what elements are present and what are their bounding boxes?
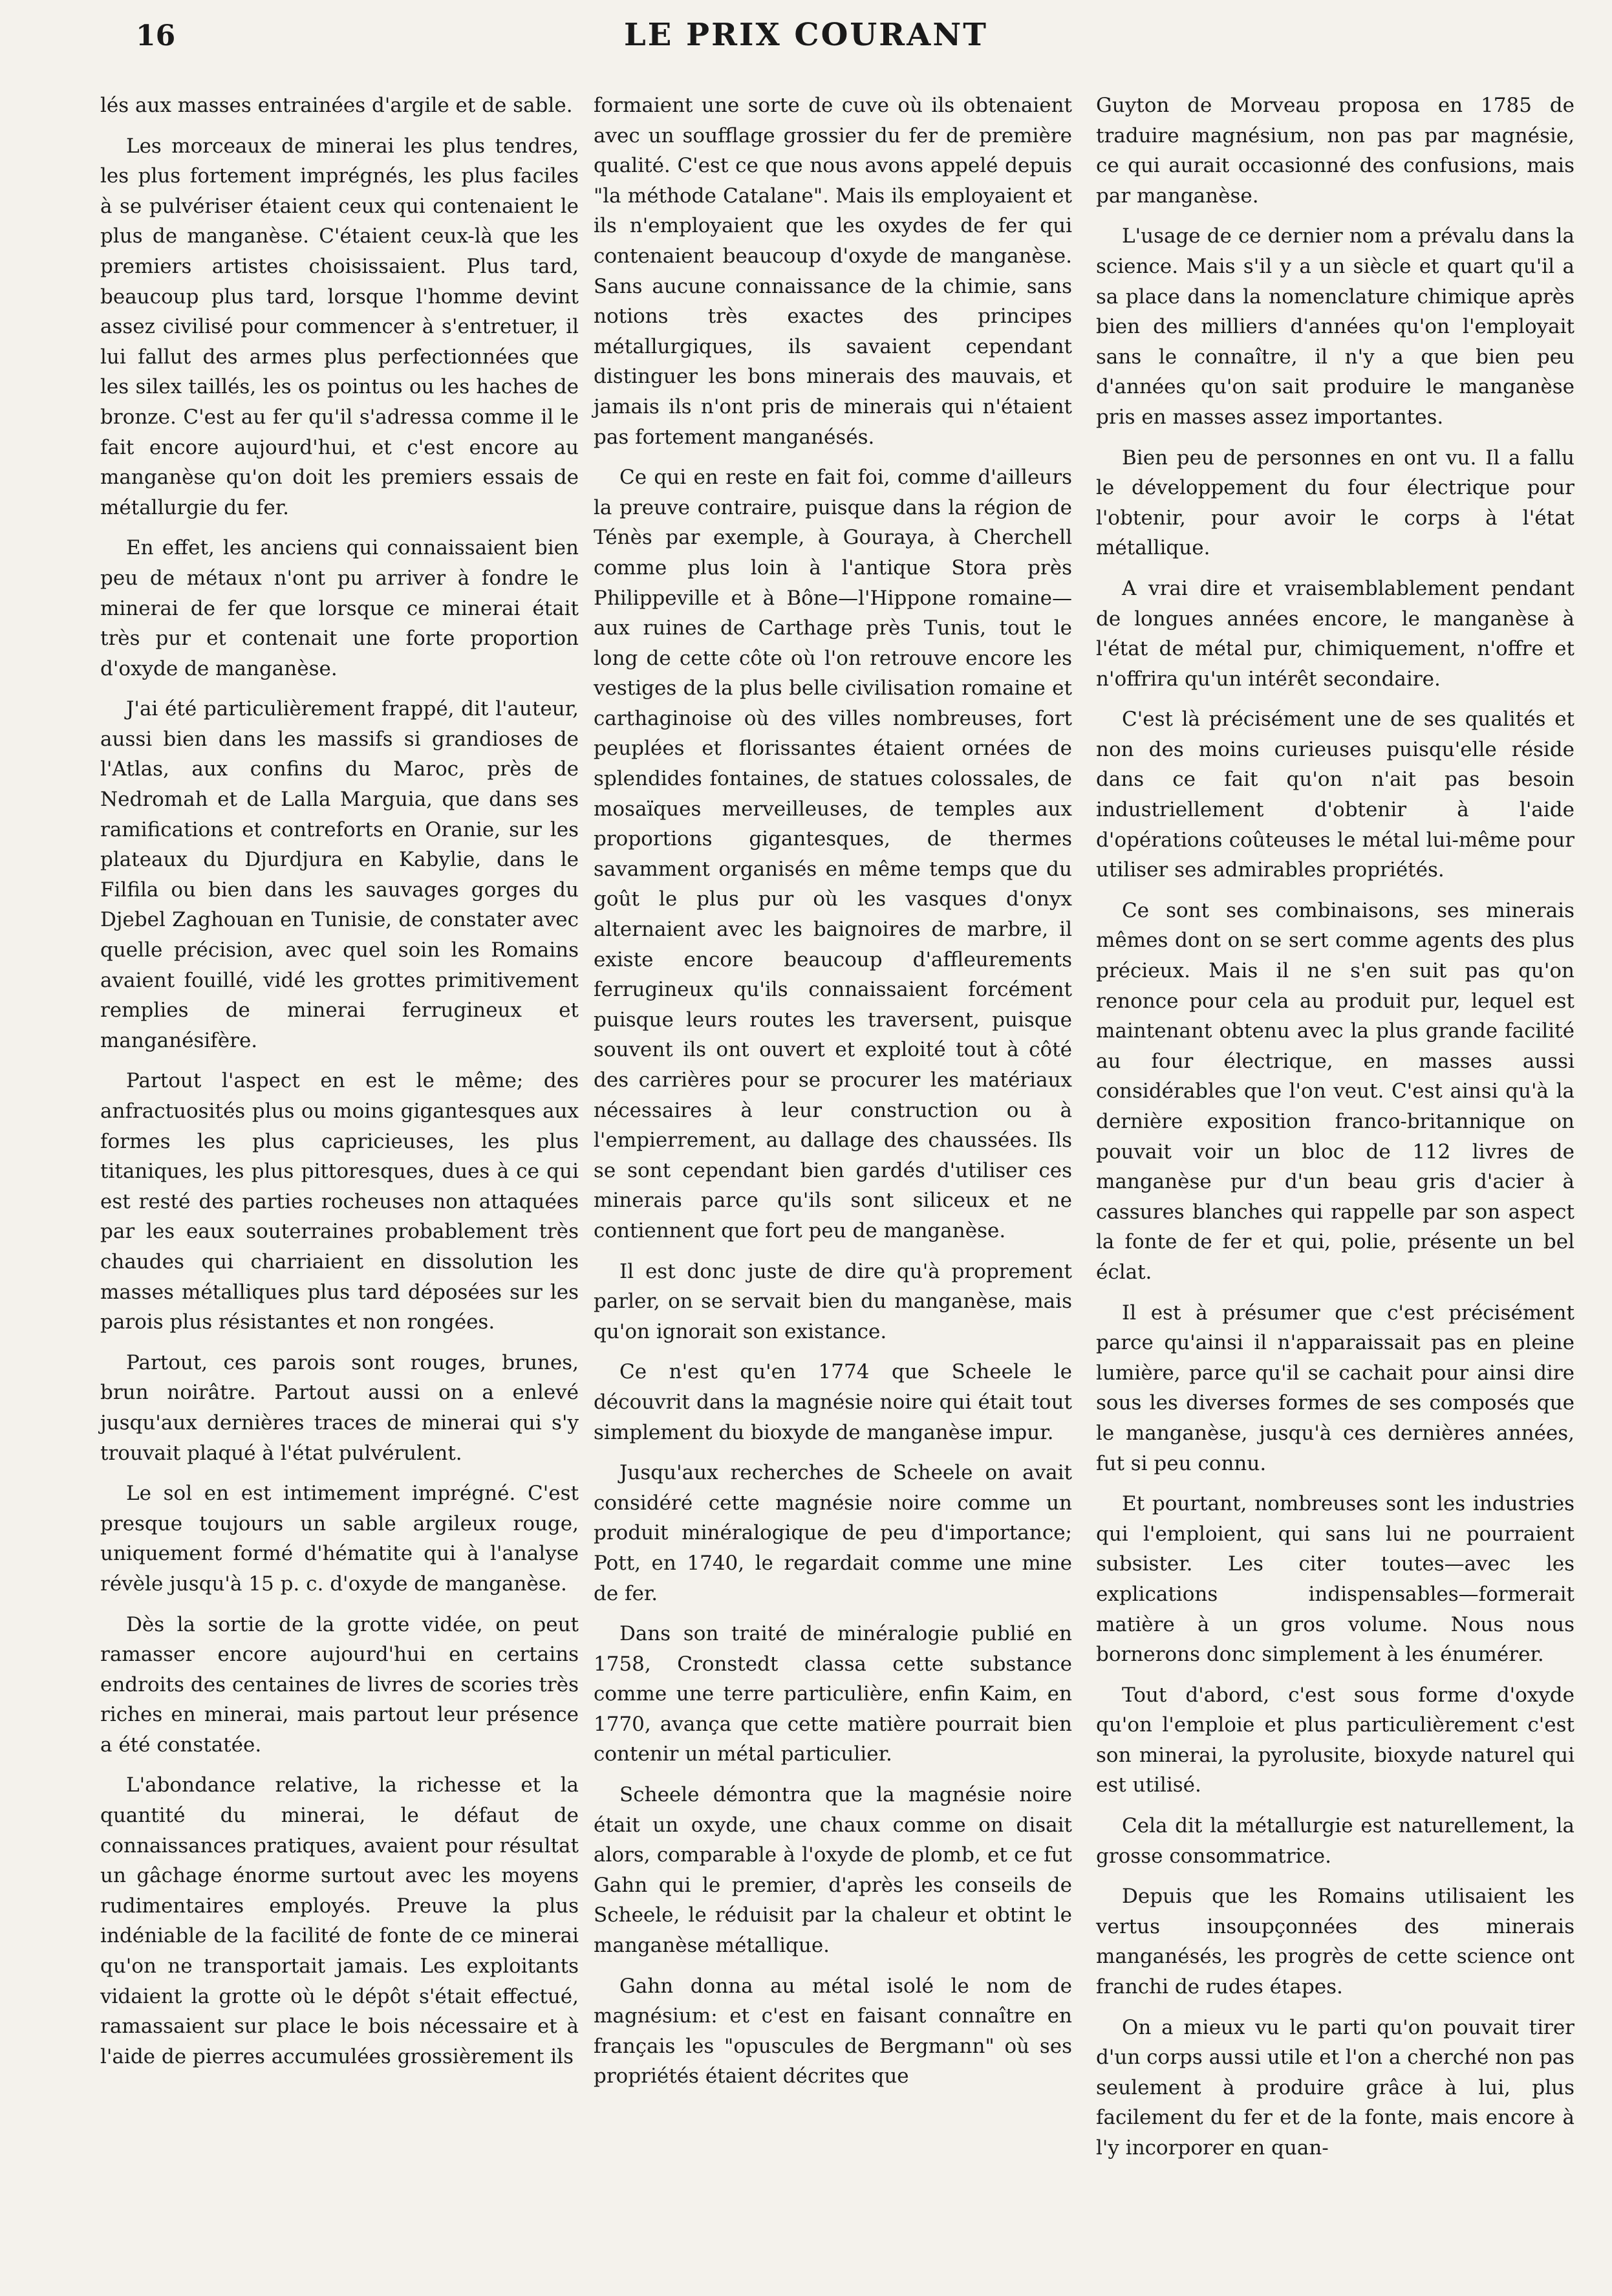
paragraph: lés aux masses entrainées d'argile et de sable. [100,94,573,117]
paragraph: Il est à présumer que c'est précisément parce qu'ainsi il n'apparaissait pas en pleine lumière, parce qu'il se cachait pour ainsi dire sous les diverses formes de ses composés que le manganèse, jusqu'à ces dernières années, fut si peu connu. [1096,1301,1574,1475]
paragraph: Et pourtant, nombreuses sont les industries qui l'emploient, qui sans lui ne pourraient subsister. Les citer toutes—avec les explications indispensables—formerait matière à un gros volume. Nous nous bornerons donc simplement à les énumérer. [1096,1492,1574,1667]
paragraph: Scheele démontra que la magnésie noire était un oxyde, une chaux comme on disait alors, comparable à l'oxyde de plomb, et ce fut Gahn qui le premier, d'après les conseils de Scheele, le réduisit par la chaleur et obtint le manganèse métallique. [594,1783,1072,1958]
paragraph: Depuis que les Romains utilisaient les vertus insoupçonnées des minerais manganésés, les progrès de cette science ont franchi de rudes étapes. [1096,1885,1574,1999]
page-number: 16 [136,19,176,52]
paragraph: L'usage de ce dernier nom a prévalu dans la science. Mais s'il y a un siècle et quart qu'il a sa place dans la nomenclature chimique après bien des milliers d'années qu'on l'employait sans le connaître, il n'y a que bien peu d'années qu'on sait produire le manganèse pris en masses assez importantes. [1096,224,1574,429]
paragraph: Cela dit la métallurgie est naturellement, la grosse consommatrice. [1096,1814,1574,1868]
paragraph: On a mieux vu le parti qu'on pouvait tirer d'un corps aussi utile et l'on a cherché non pas seulement à produire grâce à lui, plus facilement du fer et de la fonte, mais encore à l'y incorporer en quan- [1096,2015,1574,2160]
paragraph: Dès la sortie de la grotte vidée, on peut ramasser encore aujourd'hui en certains endroits des centaines de livres de scories très riches en minerai, mais partout leur présence a été constatée. [100,1612,579,1757]
paragraph: Le sol en est intimement imprégné. C'est presque toujours un sable argileux rouge, uniquement formé d'hématite qui à l'analyse révèle jusqu'à 15 p. c. d'oxyde de manganèse. [100,1482,579,1596]
paragraph: Gahn donna au métal isolé le nom de magnésium: et c'est en faisant connaître en français les "opuscules de Bergmann" où ses propriétés étaient décrites que [594,1974,1072,2088]
paragraph: Jusqu'aux recherches de Scheele on avait considéré cette magnésie noire comme un produit minéralogique de peu d'importance; Pott, en 1740, le regardait comme une mine de fer. [594,1461,1072,1605]
paragraph: Il est donc juste de dire qu'à proprement parler, on se servait bien du manganèse, mais qu'on ignorait son existance. [594,1259,1072,1343]
paragraph: Guyton de Morveau proposa en 1785 de traduire magnésium, non pas par magnésie, ce qui aurait occasionné des confusions, mais par manganèse. [1096,94,1574,208]
text-column-1 [100,91,579,2082]
paragraph: Les morceaux de minerai les plus tendres, les plus fortement imprégnés, les plus faciles à se pulvériser étaient ceux qui contenaient le plus de manganèse. C'étaient ceux-là que les premiers artistes choisissaient. Plus tard, beaucoup plus tard, lorsque l'homme devint assez civilisé pour commencer à s'entretuer, il lui fallut des armes plus perfectionnées que les silex taillés, les os pointus ou les haches de bronze. C'est au fer qu'il s'adressa comme il le fait encore aujourd'hui, et c'est encore au manganèse qu'on doit les premiers essais de métallurgie du fer. [100,134,579,519]
paragraph: Partout l'aspect en est le même; des anfractuosités plus ou moins gigantesques aux formes les plus capricieuses, les plus titaniques, les plus pittoresques, dues à ce qui est resté des parties rocheuses non attaquées par les eaux souterraines probablement très chaudes qui charriaient en dissolution les masses métalliques plus tard déposées sur les parois plus résistantes et non rongées. [100,1069,579,1334]
masthead-title: LE PRIX COURANT [623,17,989,53]
paragraph: Dans son traité de minéralogie publié en 1758, Cronstedt classa cette substance comme une terre particulière, enfin Kaim, en 1770, avança que cette matière pourrait bien contenir un métal particulier. [594,1622,1072,1766]
paragraph: En effet, les anciens qui connaissaient bien peu de métaux n'ont pu arriver à fondre le minerai de fer que lorsque ce minerai était très pur et contenait une forte proportion d'oxyde de manganèse. [100,536,579,680]
text-column-3 [1096,91,1574,2174]
paragraph: Partout, ces parois sont rouges, brunes, brun noirâtre. Partout aussi on a enlevé jusqu'aux dernières traces de minerai qui s'y trouvait plaqué à l'état pulvérulent. [100,1350,579,1465]
text-column-2 [594,91,1072,2102]
paragraph: Ce qui en reste en fait foi, comme d'ailleurs la preuve contraire, puisque dans la région de Ténès par exemple, à Gouraya, à Cherchell comme plus loin à l'antique Stora près Philippeville et à Bône—l'Hippone romaine—aux ruines de Carthage près Tunis, tout le long de cette côte où l'on retrouve encore les vestiges de la plus belle civilisation romaine et carthaginoise où des villes nombreuses, fort peuplées et florissantes étaient ornées de splendides fontaines, de statues colossales, de mosaïques merveilleuses, de temples aux proportions gigantesques, de thermes savamment organisés en même temps que du goût le plus pur où les vasques d'onyx alternaient avec les baignoires de marbre, il existe encore beaucoup d'affleurements ferrugineux qu'ils connaissaient forcément puisque leurs routes les traversent, puisque souvent ils ont ouvert et exploité tout à côté des carrières pour se procurer les matériaux nécessaires à leur construction ou à l'empierrement, au dallage des chaussées. Ils se sont cependant bien gardés d'utiliser ces minerais parce qu'ils sont siliceux et ne contiennent que fort peu de manganèse. [594,466,1072,1242]
paragraph: formaient une sorte de cuve où ils obtenaient avec un soufflage grossier du fer de première qualité. C'est ce que nous avons appelé depuis "la méthode Catalane". Mais ils employaient et ils n'employaient que les oxydes de fer qui contenaient beaucoup d'oxyde de manganèse. Sans aucune connaissance de la chimie, sans notions très exactes des principes métallurgiques, ils savaient cependant distinguer les bons minerais des mauvais, et jamais ils n'ont pris de minerais qui n'étaient pas fortement manganésés. [594,94,1072,449]
paragraph: C'est là précisément une de ses qualités et non des moins curieuses puisqu'elle réside dans ce fait qu'on n'ait pas besoin industriellement d'obtenir à l'aide d'opérations coûteuses le métal lui-même pour utiliser ses admirables propriétés. [1096,708,1574,882]
paragraph: Ce n'est qu'en 1774 que Scheele le découvrit dans la magnésie noire qui était tout simplement du bioxyde de manganèse impur. [594,1360,1072,1444]
paragraph: L'abondance relative, la richesse et la quantité du minerai, le défaut de connaissances pratiques, avaient pour résultat un gâchage énorme surtout avec les moyens rudimentaires employés. Preuve la plus indéniable de la facilité de fonte de ce minerai qu'on ne transportait jamais. Les exploitants vidaient la grotte où le dépôt s'était effectué, ramassaient sur place le bois nécessaire et à l'aide de pierres accumulées grossièrement ils [100,1773,579,2068]
paragraph: J'ai été particulièrement frappé, dit l'auteur, aussi bien dans les massifs si grandioses de l'Atlas, aux confins du Maroc, près de Nedromah et de Lalla Marguia, que dans ses ramifications et contreforts en Oranie, sur les plateaux du Djurdjura en Kabylie, dans le Filfila ou bien dans les sauvages gorges du Djebel Zaghouan en Tunisie, de constater avec quelle précision, avec quel soin les Romains avaient fouillé, vidé les grottes primitivement remplies de minerai ferrugineux et manganésifère. [100,697,579,1052]
paragraph: Bien peu de personnes en ont vu. Il a fallu le développement du four électrique pour l'obtenir, pour avoir le corps à l'état métallique. [1096,446,1574,560]
paragraph: Ce sont ses combinaisons, ses minerais mêmes dont on se sert comme agents des plus précieux. Mais il ne s'en suit pas qu'on renonce pour cela au produit pur, lequel est maintenant obtenu avec la plus grande facilité au four électrique, en masses aussi considérables que l'on veut. C'est ainsi qu'à la dernière exposition franco-britannique on pouvait voir un bloc de 112 livres de manganèse pur d'un beau gris d'acier à cassures blanches qui rappelle par son aspect la fonte de fer et qui, polie, présente un bel éclat. [1096,898,1574,1284]
paragraph: Tout d'abord, c'est sous forme d'oxyde qu'on l'emploie et plus particulièrement c'est son minerai, la pyrolusite, bioxyde naturel qui est utilisé. [1096,1683,1574,1797]
paragraph: A vrai dire et vraisemblablement pendant de longues années encore, le manganèse à l'état de métal pur, chimiquement, n'offre et n'offrira qu'un intérêt secondaire. [1096,576,1574,691]
